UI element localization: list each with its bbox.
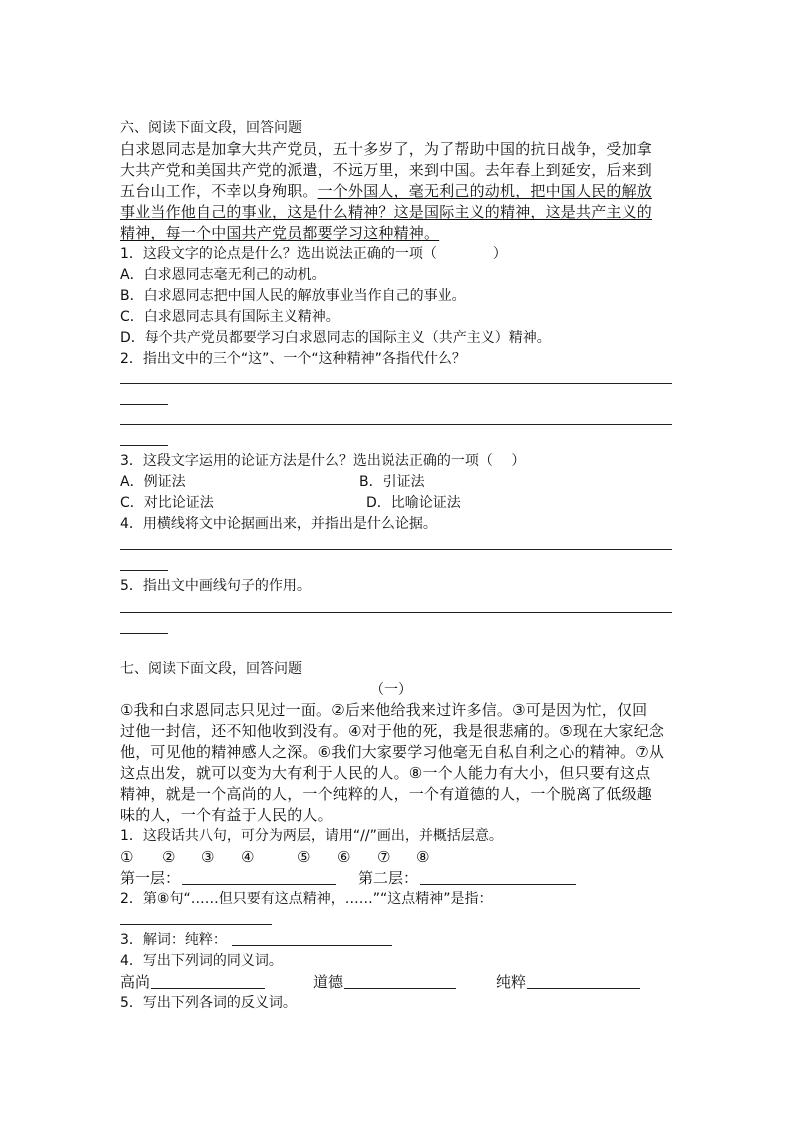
synonym-word-2: 道德 <box>313 973 344 991</box>
synonym-answer-line-1[interactable] <box>151 988 265 989</box>
question-7-1: 1．这段话共八句，可分为两层，请用“//”画出，并概括层意。 <box>120 828 503 844</box>
sentence-number-4: ④ <box>241 848 255 866</box>
layer-2-answer-line[interactable] <box>420 884 576 885</box>
subheading-part-1: （一） <box>370 682 412 698</box>
layer-2-label: 第二层： <box>358 869 419 887</box>
option-6-1-d: D．每个共产党员都要学习白求恩同志的国际主义（共产主义）精神。 <box>120 330 551 346</box>
passage-6-line-1: 白求恩同志是加拿大共产党员，五十多岁了，为了帮助中国的抗日战争，受加拿 <box>120 140 653 158</box>
passage-6-line-3 <box>120 181 652 202</box>
answer-line-end[interactable] <box>120 445 168 446</box>
synonym-answer-line-3[interactable] <box>527 988 640 989</box>
answer-line[interactable] <box>120 612 672 613</box>
layer-1-answer-line[interactable] <box>182 884 336 885</box>
section-7-heading: 七、阅读下面文段，回答问题 <box>120 661 302 677</box>
section-6-heading: 六、阅读下面文段，回答问题 <box>120 120 302 136</box>
answer-line-end[interactable] <box>120 570 168 571</box>
sentence-number-5: ⑤ <box>297 848 311 866</box>
sentence-number-6: ⑥ <box>337 848 351 866</box>
sentence-number-2: ② <box>162 848 176 866</box>
underlined-sentence-part-2: 事业当作他自己的事业，这是什么精神？这是国际主义的精神，这是共产主义的 <box>120 203 653 221</box>
sentence-number-8: ⑧ <box>416 848 430 866</box>
option-6-3-c: C．对比论证法 <box>120 495 214 511</box>
question-7-3: 3．解词：纯粹： <box>120 932 227 948</box>
passage-7-line-6: 味的人，一个有益于人民的人。 <box>120 806 333 824</box>
underlined-sentence-part-1: 一个外国人，毫无利己的动机，把中国人民的解放 <box>317 182 653 200</box>
passage-7-line-1: ①我和白求恩同志只见过一面。②后来他给我来过许多信。③可是因为忙，仅回 <box>120 701 648 719</box>
option-6-1-c: C．白求恩同志具有国际主义精神。 <box>120 309 340 325</box>
sentence-number-7: ⑦ <box>377 848 391 866</box>
answer-line[interactable] <box>120 383 672 384</box>
passage-6-line-3a: 五台山工作，不幸以身殉职。 <box>120 182 318 200</box>
question-6-5: 5．指出文中画线句子的作用。 <box>120 578 311 594</box>
question-7-2: 2．第⑧句“……但只要有这点精神，……”“这点精神”是指： <box>120 891 493 907</box>
sentence-number-3: ③ <box>201 848 215 866</box>
passage-7-line-5: 精神，就是一个高尚的人，一个纯粹的人，一个有道德的人，一个脱离了低级趣 <box>120 785 653 803</box>
option-6-3-d: D．比喻论证法 <box>366 495 461 511</box>
option-6-3-a: A．例证法 <box>120 474 186 490</box>
answer-line-end[interactable] <box>120 633 168 634</box>
question-7-4: 4．写出下列词的同义词。 <box>120 953 283 969</box>
answer-line[interactable] <box>120 424 672 425</box>
question-7-5: 5．写出下列各词的反义词。 <box>120 995 297 1011</box>
layer-1-label: 第一层： <box>120 869 181 887</box>
passage-7-line-2: 过他一封信，还不知他收到没有。④对于他的死，我是很悲痛的。⑤现在大家纪念 <box>120 722 665 740</box>
answer-line-end[interactable] <box>120 404 168 405</box>
answer-line[interactable] <box>120 924 272 925</box>
synonym-answer-line-2[interactable] <box>344 988 456 989</box>
question-6-1: 1．这段文字的论点是什么？选出说法正确的一项（ ） <box>120 246 507 262</box>
question-6-2: 2．指出文中的三个“这”、一个“这种精神”各指代什么？ <box>120 351 466 367</box>
definition-answer-line[interactable] <box>232 945 392 946</box>
option-6-1-a: A．白求恩同志毫无利己的动机。 <box>120 267 326 283</box>
option-6-1-b: B．白求恩同志把中国人民的解放事业当作自己的事业。 <box>120 288 466 304</box>
passage-7-line-3: 他，可见他的精神感人之深。⑥我们大家要学习他毫无自私自利之心的精神。⑦从 <box>120 743 665 761</box>
question-6-4: 4．用横线将文中论据画出来，并指出是什么论据。 <box>120 516 437 532</box>
passage-6-line-2: 大共产党和美国共产党的派遣，不远万里，来到中国。去年春上到延安，后来到 <box>120 161 653 179</box>
option-6-3-b: B．引证法 <box>359 474 425 490</box>
answer-line[interactable] <box>120 549 672 550</box>
synonym-word-1: 高尚 <box>120 973 151 991</box>
underlined-sentence-part-3: 精神，每一个中国共产党员都要学习这种精神。 <box>120 224 440 242</box>
synonym-word-3: 纯粹 <box>496 973 527 991</box>
passage-7-line-4: 这点出发，就可以变为大有利于人民的人。⑧一个人能力有大小，但只要有这点 <box>120 764 651 782</box>
sentence-number-1: ① <box>120 848 134 866</box>
question-6-3: 3．这段文字运用的论证方法是什么？选出说法正确的一项（ ） <box>120 453 526 469</box>
